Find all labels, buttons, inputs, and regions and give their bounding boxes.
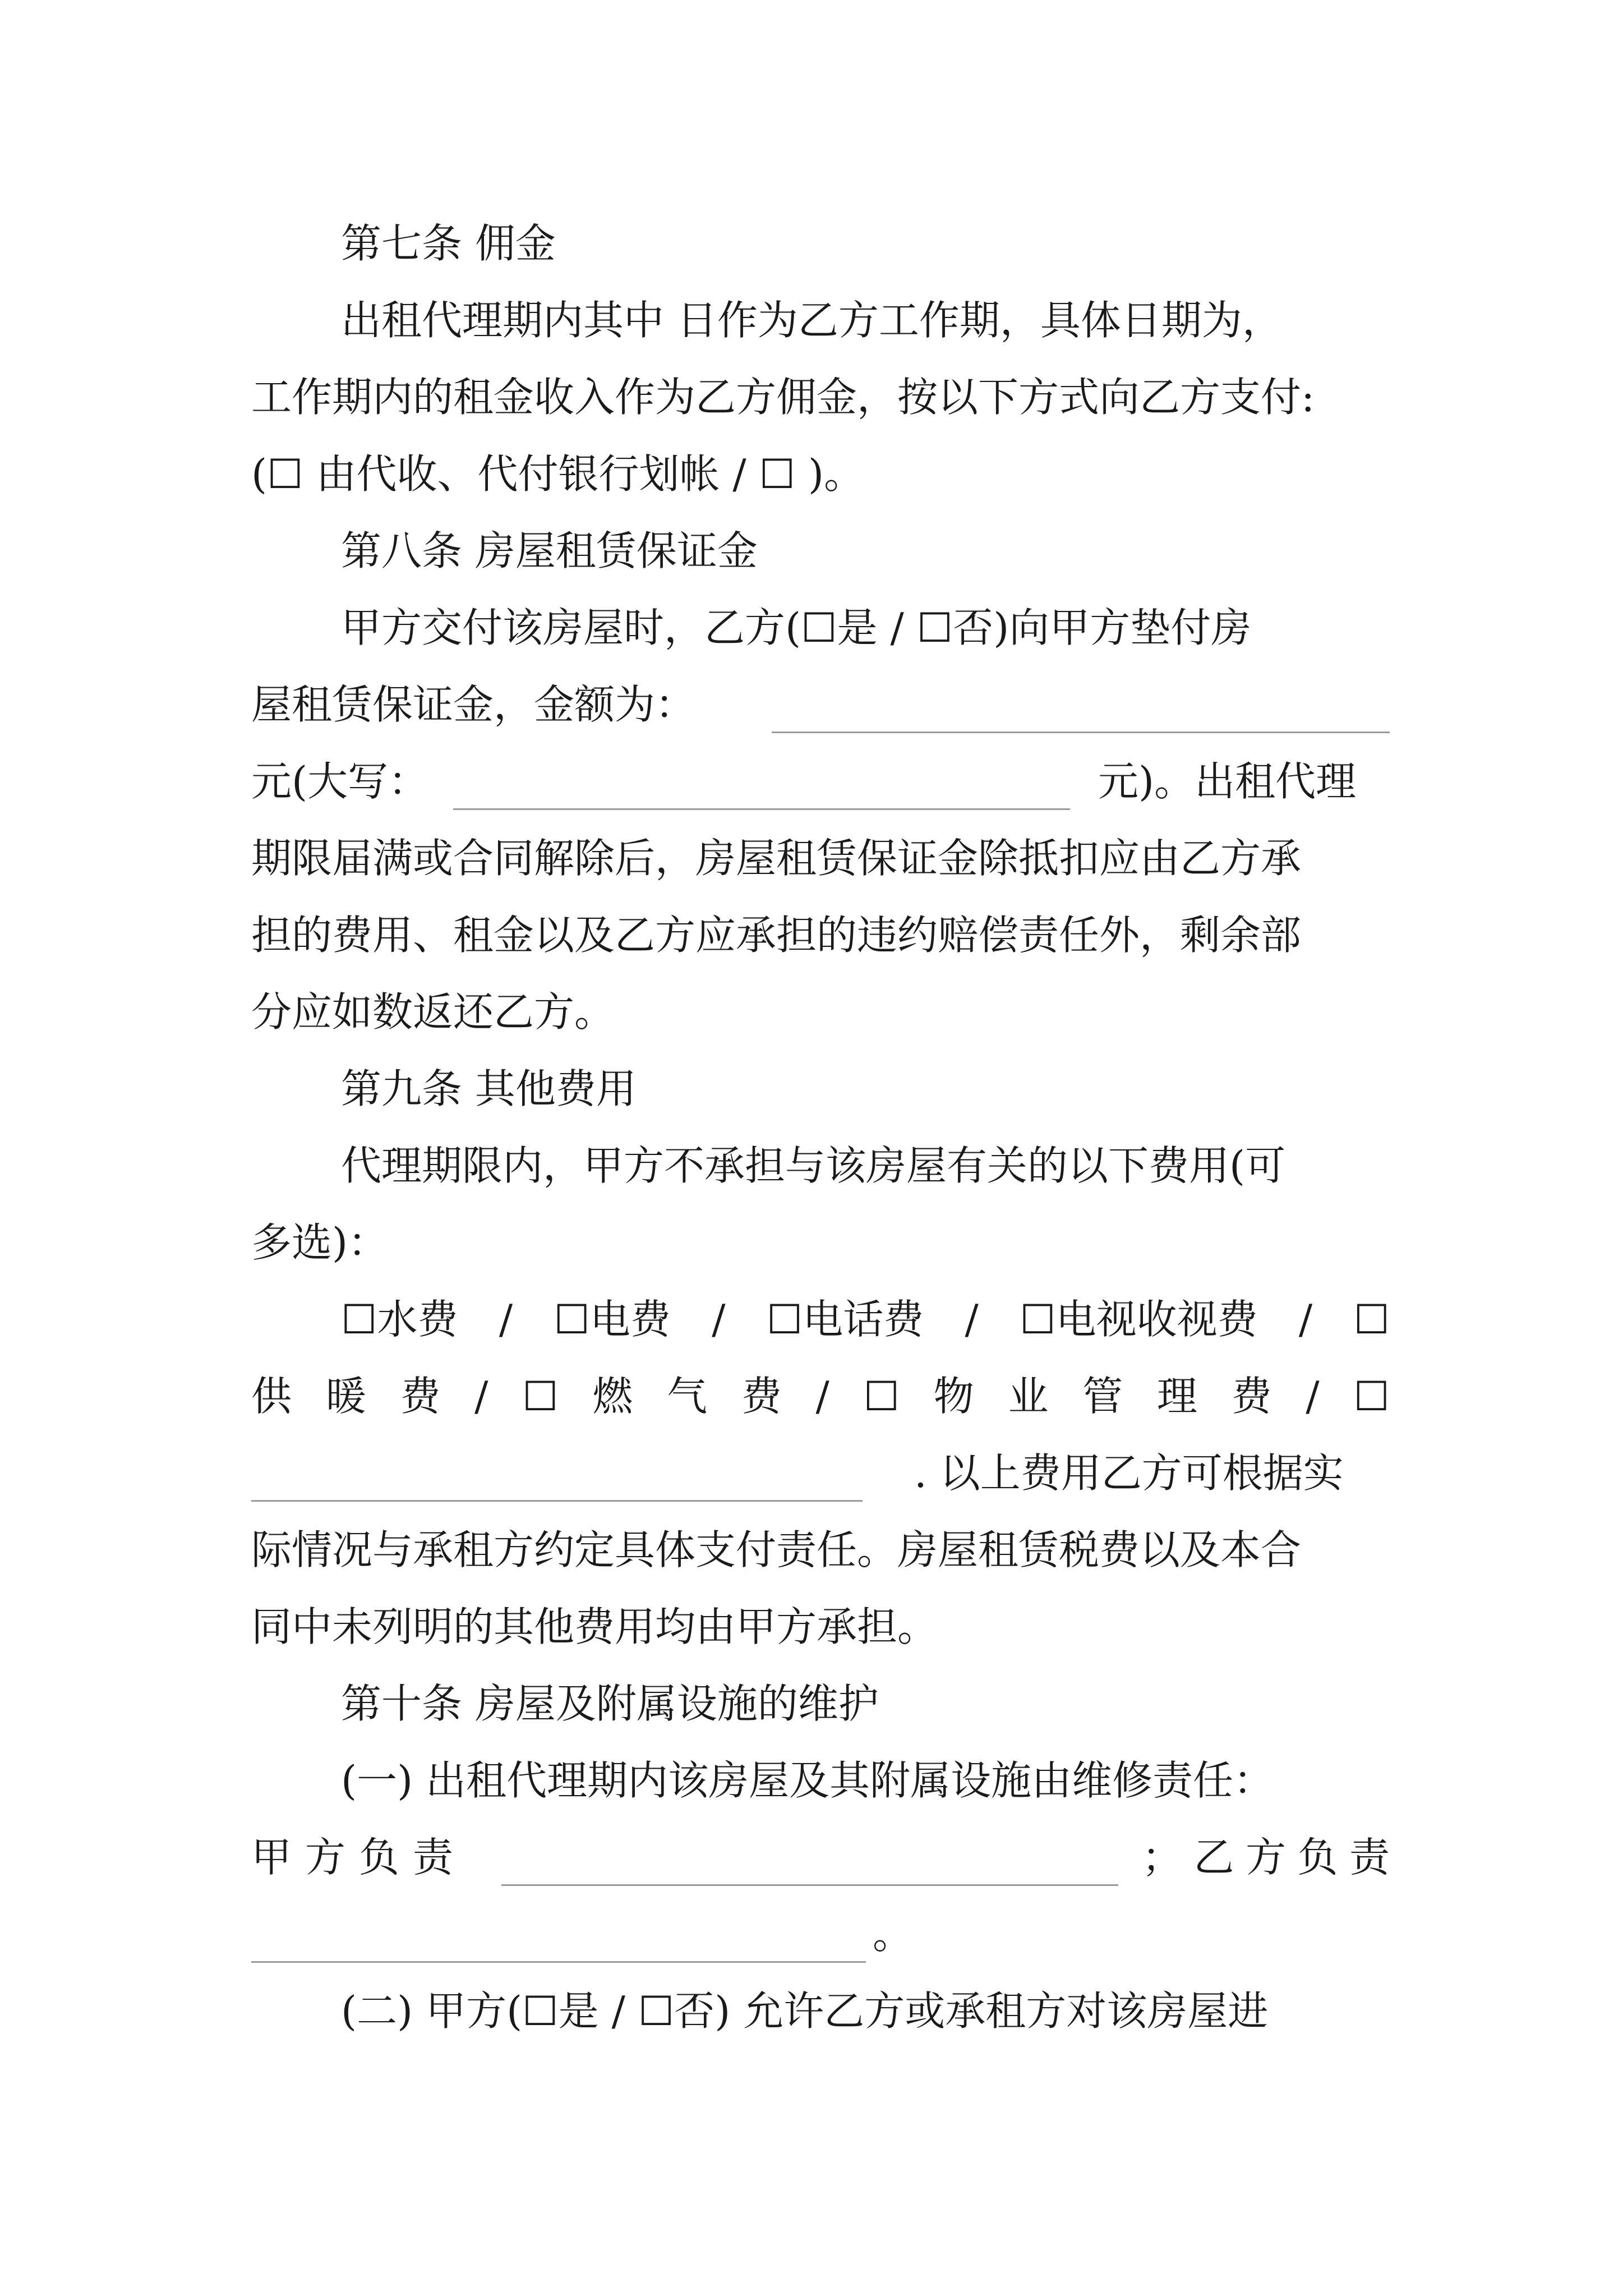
fee-options-line-3 (251, 1435, 1390, 1511)
party-b-char: 乙 (1193, 1834, 1234, 1881)
fee-property-char: 业 (1008, 1373, 1049, 1420)
party-b-maintenance-blank[interactable] (251, 1910, 866, 1963)
fee-property-char: 管 (1082, 1373, 1123, 1420)
article-8-heading: 第八条 房屋租赁保证金 (341, 527, 758, 574)
fee-gas-char: 气 (667, 1373, 708, 1420)
article-7-line-3: (☐ 由代收、代付银行划帐 / ☐ )。 (251, 450, 865, 498)
separator: / (815, 1373, 829, 1420)
article-8-line-4: 期限届满或合同解除后，房屋租赁保证金除抵扣应由乙方承 (251, 835, 1302, 882)
article-7-line-2: 工作期内的租金收入作为乙方佣金，按以下方式向乙方支付: (251, 374, 1315, 421)
article-10-item-1-line-2 (251, 1819, 1390, 1895)
party-b-char: 方 (1245, 1834, 1286, 1881)
fee-property-char: 费 (1231, 1373, 1272, 1420)
article-10-heading: 第十条 房屋及附属设施的维护 (341, 1680, 879, 1727)
article-9-line-1: 代理期限内，甲方不承担与该房屋有关的以下费用(可 (341, 1142, 1286, 1189)
article-8-line-2 (251, 666, 1390, 743)
deposit-amount-blank[interactable] (772, 680, 1390, 733)
article-8-line-1: 甲方交付该房屋时，乙方(☐是 / ☐否)向甲方垫付房 (341, 604, 1252, 651)
separator: / (1306, 1373, 1320, 1420)
separator: / (712, 1296, 726, 1343)
other-fee-blank[interactable] (251, 1448, 863, 1502)
article-7-line-1: 出租代理期内其中 日作为乙方工作期，具体日期为， (341, 297, 1283, 344)
article-8-line-3-end: 元)。出租代理 (1098, 758, 1357, 805)
article-9-heading: 第九条 其他费用 (341, 1065, 637, 1112)
party-b-char: 责 (1349, 1834, 1390, 1881)
article-8-line-5: 担的费用、租金以及乙方应承担的违约赔偿责任外，剩余部 (251, 912, 1302, 959)
party-b-char: 负 (1297, 1834, 1338, 1881)
article-10-item-1-line-1: (一) 出租代理期内该房屋及其附属设施由维修责任： (341, 1757, 1274, 1804)
fee-options-line-2 (251, 1358, 1390, 1434)
party-a-char: 负 (358, 1834, 399, 1881)
fee-property-char: 物 (933, 1373, 974, 1420)
fee-water[interactable]: ☐水费 (341, 1296, 458, 1343)
fee-options-line-3-text: . 以上费用乙方可根据实 (914, 1450, 1344, 1497)
article-10-item-1-line-3 (251, 1896, 1390, 1972)
article-8-line-6: 分应如数返还乙方。 (251, 988, 615, 1036)
separator: / (965, 1296, 979, 1343)
fee-heating-char: 供 (251, 1373, 292, 1420)
fee-property-char: 理 (1156, 1373, 1197, 1420)
fee-electricity[interactable]: ☐电费 (554, 1296, 671, 1343)
article-10-item-2-line-1: (二) 甲方(☐是 / ☐否) 允许乙方或承租方对该房屋进 (341, 1987, 1269, 2035)
deposit-amount-words-blank[interactable] (453, 757, 1070, 810)
article-7-heading: 第七条 佣金 (341, 220, 556, 267)
party-a-char: 责 (412, 1834, 453, 1881)
party-b-responsible (1142, 1819, 1390, 1895)
article-8-line-3-start: 元(大写： (251, 758, 429, 805)
article-8-line-3 (251, 743, 1390, 820)
separator: / (499, 1296, 513, 1343)
party-a-char: 甲 (251, 1834, 292, 1881)
fee-other-checkbox[interactable]: ☐ (1353, 1373, 1390, 1420)
fee-tv[interactable]: ☐电视收视费 (1020, 1296, 1258, 1343)
fee-gas-char: 燃 (592, 1373, 633, 1420)
fee-gas-char: 费 (741, 1373, 782, 1420)
article-10-item-1-end: 。 (873, 1911, 914, 1958)
separator: / (474, 1373, 488, 1420)
party-a-responsible (251, 1819, 453, 1895)
party-a-maintenance-blank[interactable] (501, 1833, 1118, 1886)
separator: / (1298, 1296, 1313, 1343)
article-9-para-2-line-1: 际情况与承租方约定具体支付责任。房屋租赁税费以及本合 (251, 1526, 1302, 1573)
fee-gas-checkbox[interactable]: ☐ (522, 1373, 559, 1420)
fee-telephone[interactable]: ☐电话费 (766, 1296, 924, 1343)
fee-heating-char: 费 (400, 1373, 441, 1420)
article-9-line-2: 多选)： (251, 1219, 389, 1266)
article-8-line-2-text: 屋租赁保证金，金额为： (251, 681, 696, 728)
party-b-char: ； (1142, 1834, 1183, 1881)
party-a-char: 方 (305, 1834, 345, 1881)
fee-property-checkbox[interactable]: ☐ (863, 1373, 900, 1420)
fee-heating-char: 暖 (325, 1373, 366, 1420)
fee-options-line-1 (341, 1281, 1390, 1358)
fee-checkbox[interactable]: ☐ (1353, 1296, 1390, 1343)
article-9-para-2-line-2: 同中未列明的其他费用均由甲方承担。 (251, 1603, 938, 1650)
